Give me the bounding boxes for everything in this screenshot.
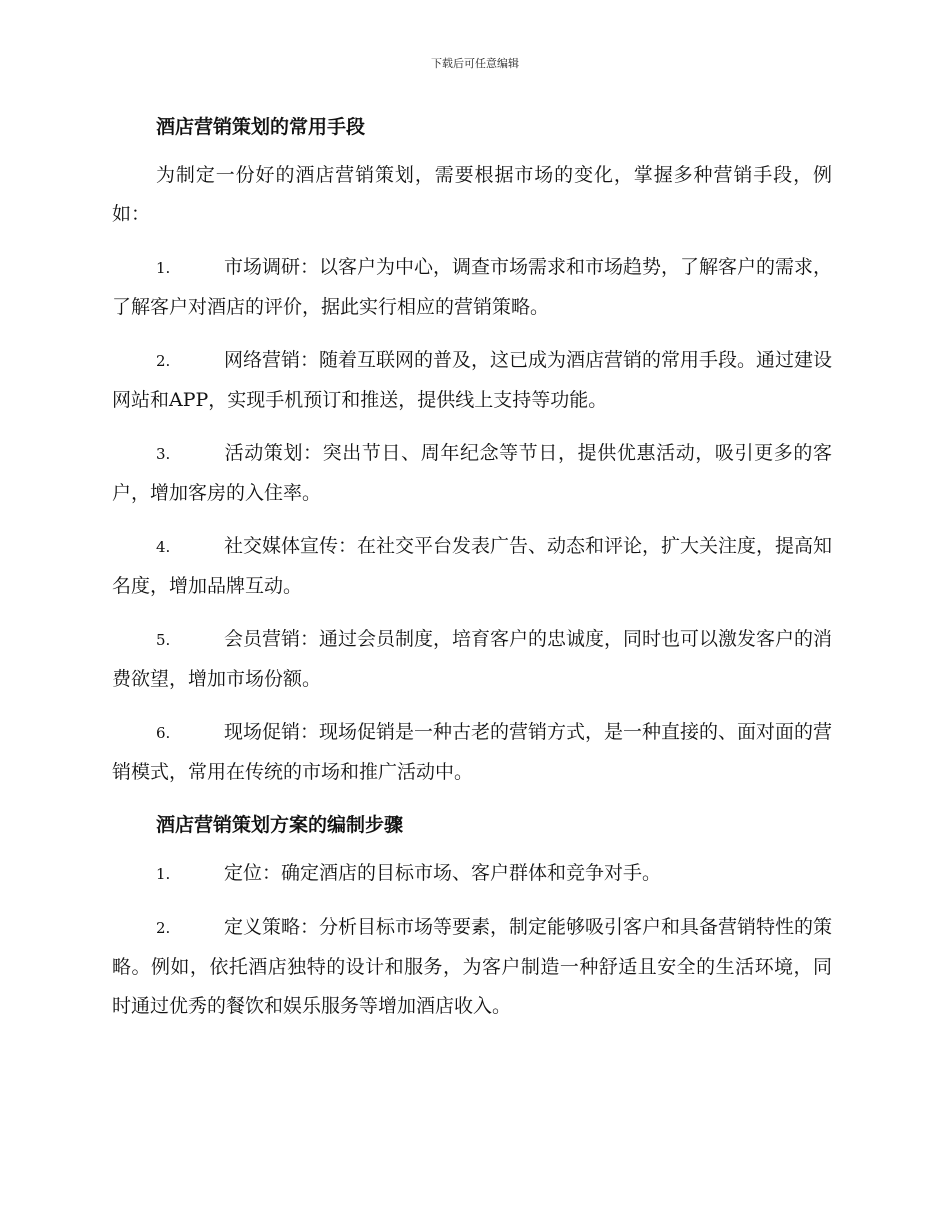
list-item <box>112 341 832 420</box>
list-item-number: 3. <box>156 445 171 463</box>
list-item-number: 1. <box>156 865 171 883</box>
header-note: 下载后可任意编辑 <box>431 57 519 70</box>
list-item <box>112 854 832 894</box>
section2-title: 酒店营销策划方案的编制步骤 <box>156 814 404 836</box>
list-item <box>112 527 832 606</box>
list-item-number: 1. <box>156 259 171 277</box>
list-item-text: 定位：确定酒店的目标市场、客户群体和竞争对手。 <box>224 862 662 884</box>
section1-intro: 为制定一份好的酒店营销策划，需要根据市场的变化，掌握多种营销手段，例如： <box>112 164 832 225</box>
list-item-text: 网络营销：随着互联网的普及，这已成为酒店营销的常用手段。通过建设网站和APP，实现手机预订和推送，提供线上支持等功能。 <box>112 349 833 411</box>
list-item-number: 6. <box>156 724 171 742</box>
list-item-number: 5. <box>156 631 171 649</box>
list-item <box>112 434 832 513</box>
list-item <box>112 620 832 699</box>
document-body <box>112 112 832 1026</box>
list-item <box>112 908 832 1026</box>
list-item-text: 活动策划：突出节日、周年纪念等节日，提供优惠活动，吸引更多的客户，增加客房的入住率。 <box>112 442 832 504</box>
list-item-text: 会员营销：通过会员制度，培育客户的忠诚度，同时也可以激发客户的消费欲望，增加市场份额。 <box>112 628 833 690</box>
list-item-text: 市场调研：以客户为中心，调查市场需求和市场趋势，了解客户的需求，了解客户对酒店的评价，据此实行相应的营销策略。 <box>112 256 833 318</box>
list-item-text: 现场促销：现场促销是一种古老的营销方式，是一种直接的、面对面的营销模式，常用在传统的市场和推广活动中。 <box>112 721 833 783</box>
list-item <box>112 248 832 327</box>
section1-title: 酒店营销策划的常用手段 <box>156 116 366 138</box>
list-item-number: 2. <box>156 352 171 370</box>
list-item <box>112 713 832 792</box>
list-item-number: 4. <box>156 538 171 556</box>
list-item-text: 社交媒体宣传：在社交平台发表广告、动态和评论，扩大关注度，提高知名度，增加品牌互动。 <box>112 535 833 597</box>
list-item-number: 2. <box>156 919 171 937</box>
list-item-text: 定义策略：分析目标市场等要素，制定能够吸引客户和具备营销特性的策略。例如，依托酒店独特的设计和服务，为客户制造一种舒适且安全的生活环境，同时通过优秀的餐饮和娱乐服务等增加酒店收入。 <box>112 916 833 1017</box>
